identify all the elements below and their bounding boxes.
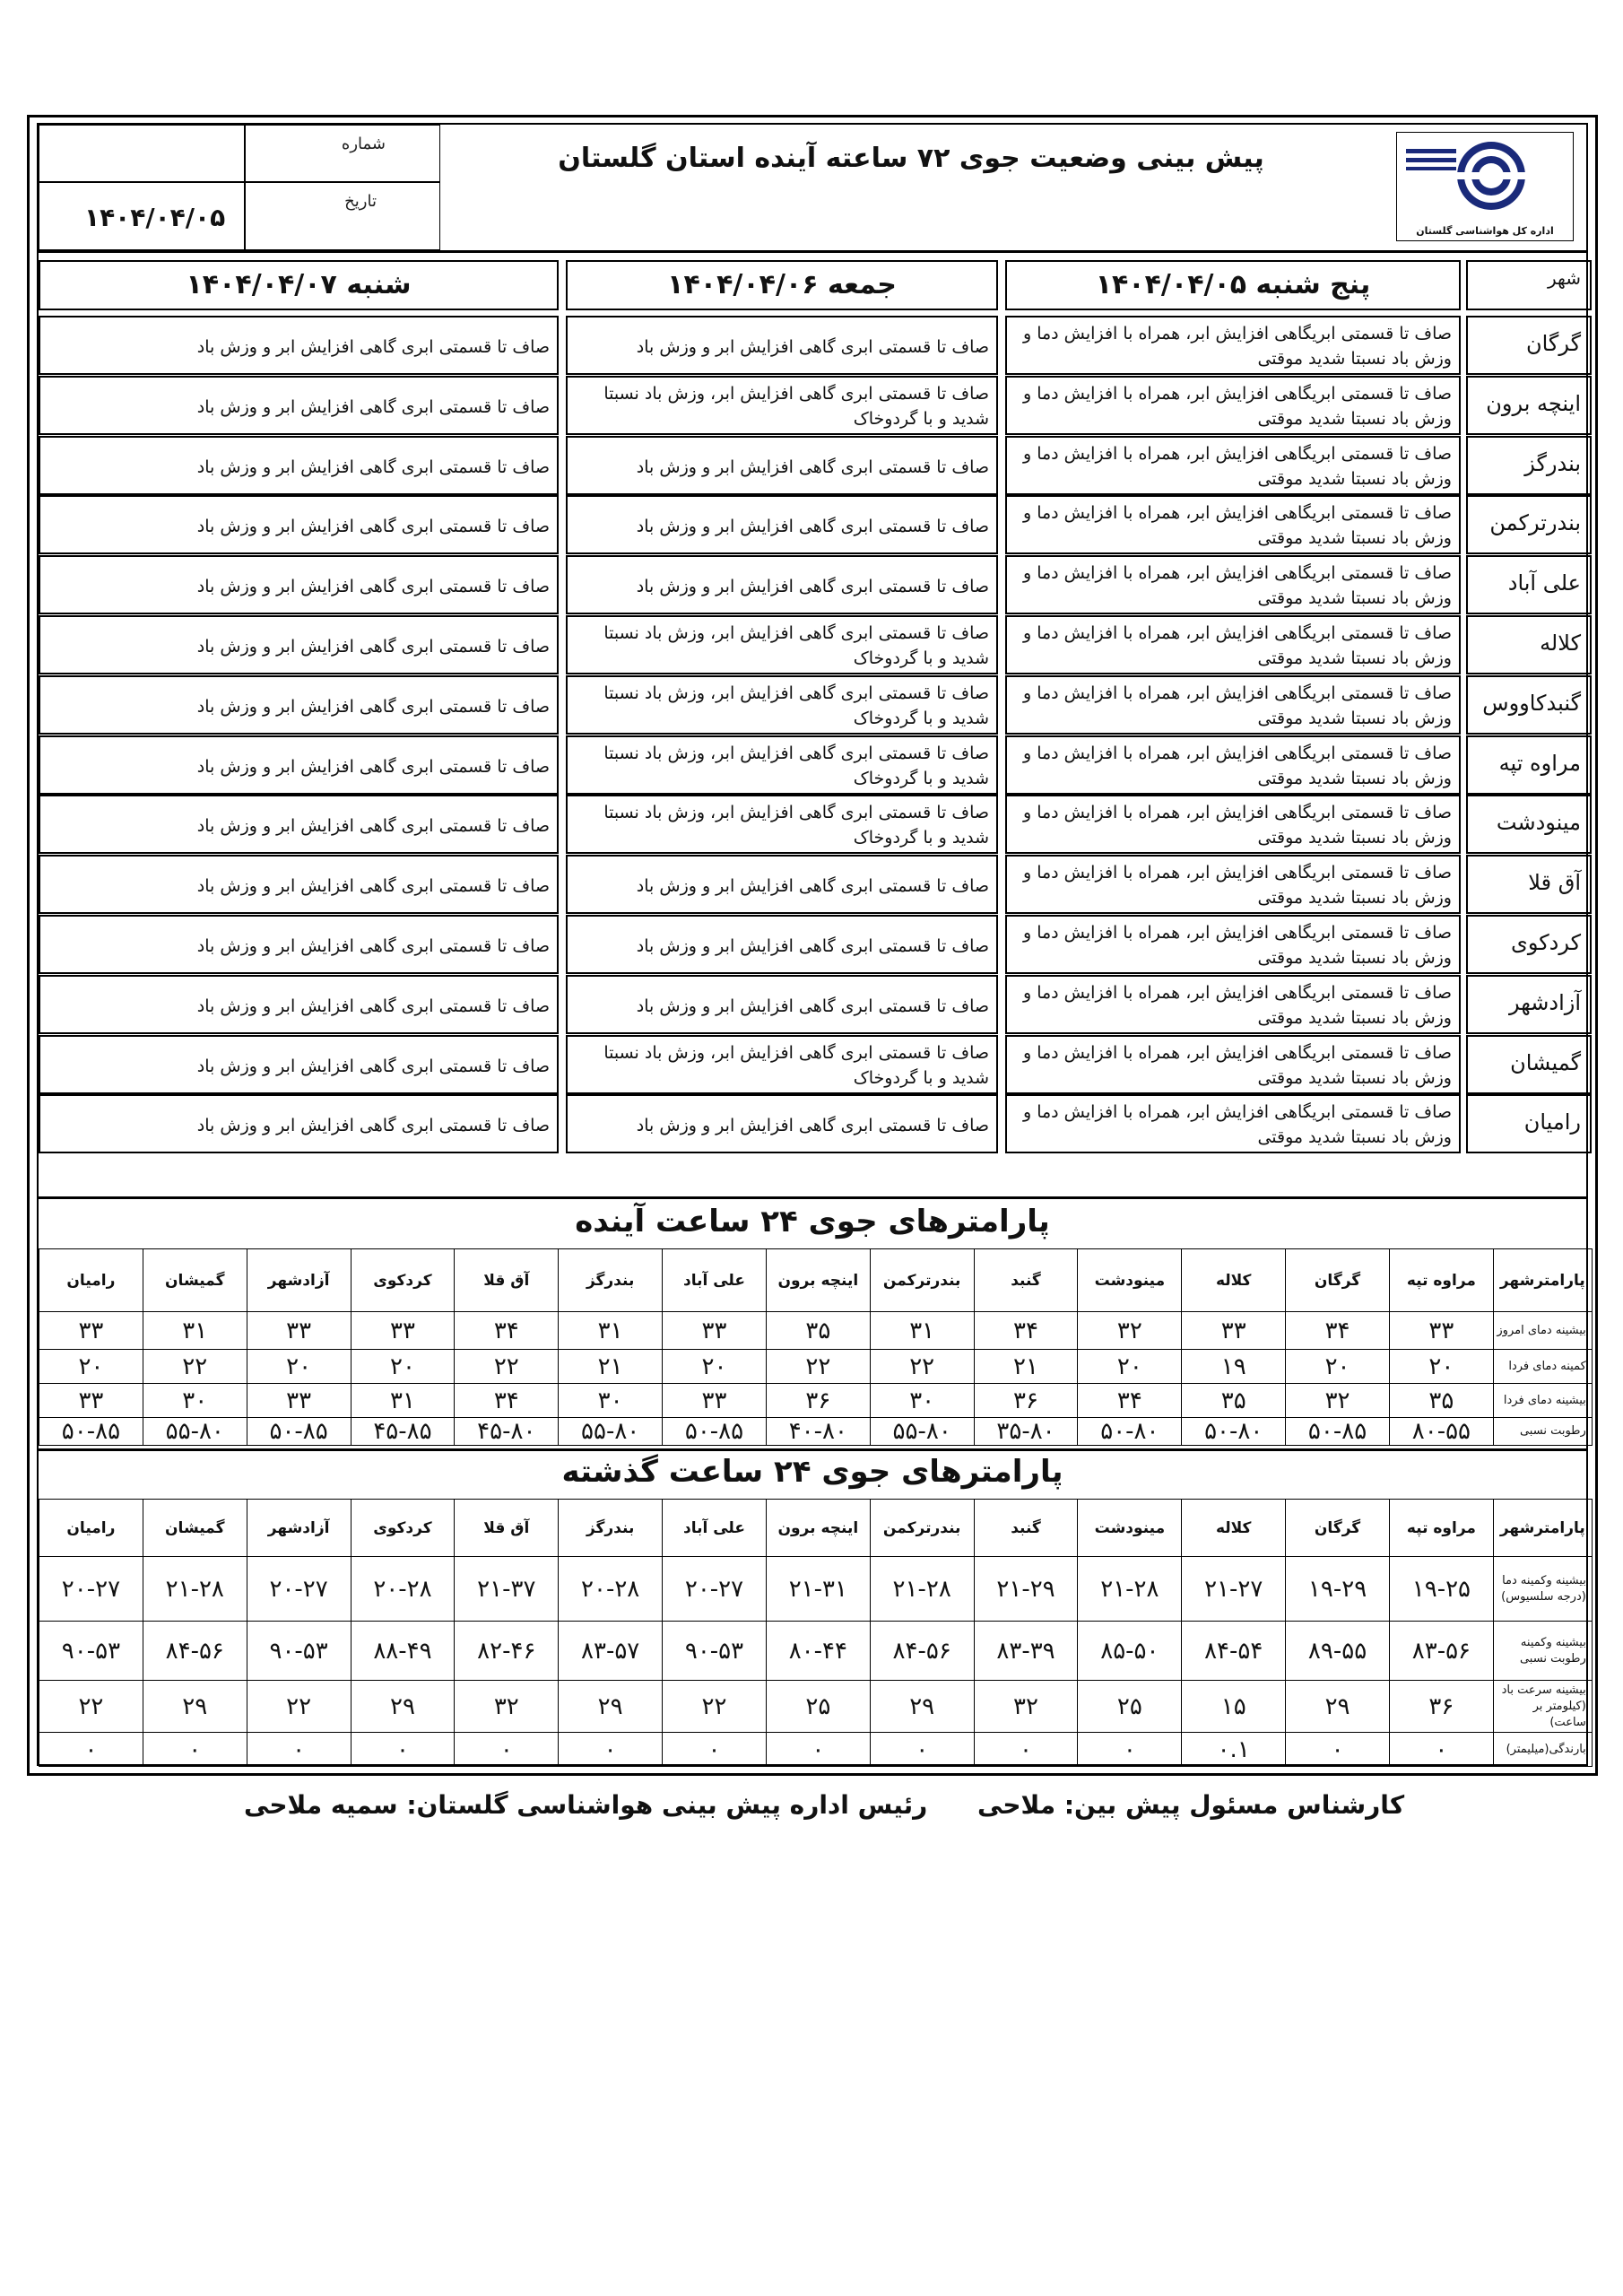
forecast-day2: صاف تا قسمتی ابری گاهی افزایش ابر، وزش باد نسبتا شدید و با گردوخاک: [566, 795, 998, 854]
param-city-header: آزادشهر: [247, 1249, 351, 1312]
param-value: ۱۹-۲۵: [1389, 1557, 1493, 1622]
param-value: ۳۶: [766, 1384, 870, 1418]
date-label: تاریخ: [344, 192, 377, 211]
forecast-day3: صاف تا قسمتی ابری گاهی افزایش ابر و وزش باد: [39, 555, 559, 614]
param-value: ۳۴: [1078, 1384, 1182, 1418]
param-value: ۱۹-۲۹: [1286, 1557, 1390, 1622]
forecast-row: [39, 675, 1586, 735]
param-row-label: بیشینه وکمینه دما (درجه سلسیوس): [1493, 1557, 1592, 1622]
param-value: ۴۰-۸۰: [766, 1418, 870, 1446]
day-header-2: جمعه ۱۴۰۴/۰۴/۰۶: [566, 260, 998, 310]
param-row-label: بیشینه دمای فردا: [1493, 1384, 1592, 1418]
param-value: ۹۰-۵۳: [247, 1622, 351, 1681]
param-value: ۲۰-۲۸: [351, 1557, 455, 1622]
param-value: ۳۲: [1286, 1384, 1390, 1418]
param-value: ۳۰: [143, 1384, 247, 1418]
forecast-day1: صاف تا قسمتی ابریگاهی افزایش ابر، همراه با افزایش دما و وزش باد نسبتا شدید موقتی: [1005, 316, 1461, 375]
forecast-day1: صاف تا قسمتی ابریگاهی افزایش ابر، همراه با افزایش دما و وزش باد نسبتا شدید موقتی: [1005, 1094, 1461, 1153]
department-head: رئیس اداره پیش بینی هواشناسی گلستان: سمیه ملاحی: [244, 1790, 928, 1820]
forecast-row: [39, 316, 1586, 375]
param-value: ۳۲: [974, 1681, 1078, 1733]
param-value: ۲۱-۲۹: [974, 1557, 1078, 1622]
param-city-header: گنبد: [974, 1249, 1078, 1312]
param-value: ۰: [455, 1733, 559, 1767]
param-value: ۲۹: [1286, 1681, 1390, 1733]
section-divider: [39, 1448, 1586, 1451]
param-value: ۲۰-۲۷: [663, 1557, 767, 1622]
forecast-day3: صاف تا قسمتی ابری گاهی افزایش ابر و وزش باد: [39, 975, 559, 1034]
param-value: ۲۵: [1078, 1681, 1182, 1733]
param-city-header: رامیان: [39, 1500, 143, 1557]
param-city-header: کردکوی: [351, 1249, 455, 1312]
param-value: ۵۵-۸۰: [559, 1418, 663, 1446]
forecast-day3: صاف تا قسمتی ابری گاهی افزایش ابر و وزش باد: [39, 735, 559, 795]
param-value: ۳۳: [39, 1312, 143, 1350]
param-value: ۲۲: [766, 1350, 870, 1384]
param-value: ۰: [351, 1733, 455, 1767]
forecast-day3: صاف تا قسمتی ابری گاهی افزایش ابر و وزش باد: [39, 855, 559, 914]
forecast-day1: صاف تا قسمتی ابریگاهی افزایش ابر، همراه با افزایش دما و وزش باد نسبتا شدید موقتی: [1005, 975, 1461, 1034]
param-value: ۳۵: [1182, 1384, 1286, 1418]
param-value: ۸۲-۴۶: [455, 1622, 559, 1681]
param-city-header: اینچه برون: [766, 1500, 870, 1557]
forecast-day3: صاف تا قسمتی ابری گاهی افزایش ابر و وزش باد: [39, 1094, 559, 1153]
param-value: ۸۴-۵۶: [143, 1622, 247, 1681]
param-value: ۳۲: [455, 1681, 559, 1733]
param-header-label: پارامترشهر: [1493, 1500, 1592, 1557]
forecast-row: [39, 735, 1586, 795]
param-value: ۳۵-۸۰: [974, 1418, 1078, 1446]
param-city-header: کلاله: [1182, 1249, 1286, 1312]
param-header-label: پارامترشهر: [1493, 1249, 1592, 1312]
param-value: ۳۴: [1286, 1312, 1390, 1350]
forecast-day1: صاف تا قسمتی ابریگاهی افزایش ابر، همراه با افزایش دما و وزش باد نسبتا شدید موقتی: [1005, 915, 1461, 974]
date-value-box: [39, 182, 245, 250]
forecast-expert: کارشناس مسئول پیش بین: ملاحی: [977, 1790, 1405, 1820]
param-value: ۸۵-۵۰: [1078, 1622, 1182, 1681]
param-city-header: اینچه برون: [766, 1249, 870, 1312]
city-name: بندرترکمن: [1466, 495, 1592, 554]
param-value: ۲۵: [766, 1681, 870, 1733]
param-value: ۸۰-۴۴: [766, 1622, 870, 1681]
param-city-header: مراوه تپه: [1389, 1500, 1493, 1557]
forecast-day2: صاف تا قسمتی ابری گاهی افزایش ابر و وزش باد: [566, 855, 998, 914]
param-city-header: کردکوی: [351, 1500, 455, 1557]
forecast-row: [39, 436, 1586, 495]
param-row-label: بیشینه سرعت باد (کیلومتر بر ساعت): [1493, 1681, 1592, 1733]
param-value: ۲۲: [39, 1681, 143, 1733]
param-value: ۱۹: [1182, 1350, 1286, 1384]
param-value: ۲۲: [143, 1350, 247, 1384]
forecast-day2: صاف تا قسمتی ابری گاهی افزایش ابر و وزش باد: [566, 495, 998, 554]
param-value: ۲۹: [870, 1681, 974, 1733]
forecast-row: [39, 795, 1586, 854]
city-name: اینچه برون: [1466, 376, 1592, 435]
param-value: ۲۹: [143, 1681, 247, 1733]
city-name: علی آباد: [1466, 555, 1592, 614]
forecast-day3: صاف تا قسمتی ابری گاهی افزایش ابر و وزش باد: [39, 495, 559, 554]
forecast-day1: صاف تا قسمتی ابریگاهی افزایش ابر، همراه با افزایش دما و وزش باد نسبتا شدید موقتی: [1005, 675, 1461, 735]
param-value: ۳۳: [247, 1312, 351, 1350]
next24-title: پارامترهای جوی ۲۴ ساعت آینده: [575, 1204, 1050, 1239]
param-city-header: رامیان: [39, 1249, 143, 1312]
param-value: ۳۴: [455, 1384, 559, 1418]
param-value: ۸۹-۵۵: [1286, 1622, 1390, 1681]
param-value: ۲۲: [455, 1350, 559, 1384]
param-value: ۳۲: [1078, 1312, 1182, 1350]
param-value: ۳۱: [351, 1384, 455, 1418]
param-value: ۳۳: [1389, 1312, 1493, 1350]
day-header-3: شنبه ۱۴۰۴/۰۴/۰۷: [39, 260, 559, 310]
forecast-row: [39, 1035, 1586, 1094]
param-value: ۳۳: [1182, 1312, 1286, 1350]
number-label: شماره: [341, 135, 386, 153]
param-value: ۵۰-۸۰: [1182, 1418, 1286, 1446]
organization-logo: [1396, 132, 1574, 241]
param-value: ۵۵-۸۰: [870, 1418, 974, 1446]
param-city-header: گرگان: [1286, 1500, 1390, 1557]
forecast-day2: صاف تا قسمتی ابری گاهی افزایش ابر و وزش باد: [566, 555, 998, 614]
param-value: ۲۰-۲۸: [559, 1557, 663, 1622]
param-value: ۲۱-۲۸: [870, 1557, 974, 1622]
number-value-box: [39, 125, 245, 182]
param-value: ۸۸-۴۹: [351, 1622, 455, 1681]
param-row-label: بیشینه دمای امروز: [1493, 1312, 1592, 1350]
param-value: ۲۲: [870, 1350, 974, 1384]
forecast-day2: صاف تا قسمتی ابری گاهی افزایش ابر، وزش باد نسبتا شدید و با گردوخاک: [566, 1035, 998, 1094]
city-column-header: شهر: [1466, 260, 1592, 310]
forecast-day1: صاف تا قسمتی ابریگاهی افزایش ابر، همراه با افزایش دما و وزش باد نسبتا شدید موقتی: [1005, 436, 1461, 495]
forecast-table: [39, 253, 1586, 1187]
param-city-header: علی آباد: [663, 1500, 767, 1557]
param-value: ۸۳-۵۷: [559, 1622, 663, 1681]
param-value: ۲۱-۲۸: [143, 1557, 247, 1622]
param-city-header: آق قلا: [455, 1249, 559, 1312]
param-value: ۲۱-۳۱: [766, 1557, 870, 1622]
forecast-day1: صاف تا قسمتی ابریگاهی افزایش ابر، همراه با افزایش دما و وزش باد نسبتا شدید موقتی: [1005, 495, 1461, 554]
param-value: ۰: [766, 1733, 870, 1767]
page-title: پیش بینی وضعیت جوی ۷۲ ساعته آینده استان گلستان: [558, 143, 1264, 174]
number-label-box: [245, 125, 440, 182]
past24-title: پارامترهای جوی ۲۴ ساعت گذشته: [561, 1454, 1063, 1490]
param-value: ۲۲: [663, 1681, 767, 1733]
city-name: کلاله: [1466, 615, 1592, 674]
forecast-day1: صاف تا قسمتی ابریگاهی افزایش ابر، همراه با افزایش دما و وزش باد نسبتا شدید موقتی: [1005, 795, 1461, 854]
param-value: ۰: [39, 1733, 143, 1767]
city-name: گرگان: [1466, 316, 1592, 375]
param-value: ۳۱: [870, 1312, 974, 1350]
param-value: ۳۴: [974, 1312, 1078, 1350]
section-divider: [39, 1196, 1586, 1199]
param-value: ۵۵-۸۰: [143, 1418, 247, 1446]
param-value: ۲۰-۲۷: [39, 1557, 143, 1622]
param-value: ۵۰-۸۰: [1078, 1418, 1182, 1446]
city-name: کردکوی: [1466, 915, 1592, 974]
city-name: گنبدکاووس: [1466, 675, 1592, 735]
sheet-inner-border: [37, 123, 1588, 1766]
param-value: ۳۳: [39, 1384, 143, 1418]
param-value: ۳۴: [455, 1312, 559, 1350]
date-label-box: [245, 182, 440, 250]
param-row-label: کمینه دمای فردا: [1493, 1350, 1592, 1384]
meteorology-logo-icon: [1397, 133, 1573, 222]
param-value: ۲۱: [559, 1350, 663, 1384]
forecast-day1: صاف تا قسمتی ابریگاهی افزایش ابر، همراه با افزایش دما و وزش باد نسبتا شدید موقتی: [1005, 376, 1461, 435]
param-city-header: بندرگز: [559, 1500, 663, 1557]
param-value: ۹۰-۵۳: [663, 1622, 767, 1681]
forecast-sheet: [27, 115, 1598, 1776]
param-city-header: مراوه تپه: [1389, 1249, 1493, 1312]
logo-caption: اداره کل هواشناسی گلستان: [1416, 225, 1554, 237]
param-city-header: بندرترکمن: [870, 1500, 974, 1557]
forecast-day1: صاف تا قسمتی ابریگاهی افزایش ابر، همراه با افزایش دما و وزش باد نسبتا شدید موقتی: [1005, 1035, 1461, 1094]
forecast-row: [39, 915, 1586, 974]
city-name: بندرگز: [1466, 436, 1592, 495]
param-value: ۳۰: [559, 1384, 663, 1418]
forecast-row: [39, 495, 1586, 554]
forecast-day3: صاف تا قسمتی ابری گاهی افزایش ابر و وزش باد: [39, 795, 559, 854]
param-value: ۳۳: [247, 1384, 351, 1418]
forecast-day2: صاف تا قسمتی ابری گاهی افزایش ابر، وزش باد نسبتا شدید و با گردوخاک: [566, 615, 998, 674]
param-city-header: علی آباد: [663, 1249, 767, 1312]
param-value: ۳۱: [559, 1312, 663, 1350]
forecast-row: [39, 615, 1586, 674]
param-value: ۲۰: [1389, 1350, 1493, 1384]
param-value: ۳۵: [766, 1312, 870, 1350]
param-value: ۰: [1078, 1733, 1182, 1767]
city-name: آزادشهر: [1466, 975, 1592, 1034]
param-row-label: بیشینه وکمینه رطوبت نسبی: [1493, 1622, 1592, 1681]
forecast-day2: صاف تا قسمتی ابری گاهی افزایش ابر، وزش باد نسبتا شدید و با گردوخاک: [566, 735, 998, 795]
param-value: ۹۰-۵۳: [39, 1622, 143, 1681]
param-value: ۰: [559, 1733, 663, 1767]
forecast-day3: صاف تا قسمتی ابری گاهی افزایش ابر و وزش باد: [39, 376, 559, 435]
forecast-row: [39, 1094, 1586, 1153]
city-name: گمیشان: [1466, 1035, 1592, 1094]
param-value: ۳۶: [1389, 1681, 1493, 1733]
param-value: ۳۶: [974, 1384, 1078, 1418]
param-value: ۰: [870, 1733, 974, 1767]
forecast-day2: صاف تا قسمتی ابری گاهی افزایش ابر و وزش باد: [566, 316, 998, 375]
param-value: ۵۰-۸۵: [663, 1418, 767, 1446]
param-value: ۲۱-۳۷: [455, 1557, 559, 1622]
param-value: ۸۴-۵۶: [870, 1622, 974, 1681]
param-value: ۴۵-۸۵: [351, 1418, 455, 1446]
param-value: ۲۰: [1078, 1350, 1182, 1384]
param-value: ۳۰: [870, 1384, 974, 1418]
forecast-day1: صاف تا قسمتی ابریگاهی افزایش ابر، همراه با افزایش دما و وزش باد نسبتا شدید موقتی: [1005, 735, 1461, 795]
param-value: ۲۰: [663, 1350, 767, 1384]
city-name: مراوه تپه: [1466, 735, 1592, 795]
forecast-row: [39, 855, 1586, 914]
param-city-header: بندرگز: [559, 1249, 663, 1312]
param-row-label: بارندگی(میلیمتر): [1493, 1733, 1592, 1767]
param-value: ۳۳: [663, 1384, 767, 1418]
param-value: ۰: [247, 1733, 351, 1767]
city-name: رامیان: [1466, 1094, 1592, 1153]
forecast-day3: صاف تا قسمتی ابری گاهی افزایش ابر و وزش باد: [39, 675, 559, 735]
param-value: ۲۹: [351, 1681, 455, 1733]
param-value: ۲۹: [559, 1681, 663, 1733]
param-value: ۳۵: [1389, 1384, 1493, 1418]
forecast-day2: صاف تا قسمتی ابری گاهی افزایش ابر و وزش باد: [566, 436, 998, 495]
param-value: ۲۲: [247, 1681, 351, 1733]
param-city-header: بندرترکمن: [870, 1249, 974, 1312]
param-value: ۵۰-۸۵: [39, 1418, 143, 1446]
forecast-day3: صاف تا قسمتی ابری گاهی افزایش ابر و وزش باد: [39, 436, 559, 495]
param-city-header: آق قلا: [455, 1500, 559, 1557]
param-city-header: مینودشت: [1078, 1249, 1182, 1312]
forecast-row: [39, 376, 1586, 435]
param-city-header: گمیشان: [143, 1500, 247, 1557]
forecast-day3: صاف تا قسمتی ابری گاهی افزایش ابر و وزش باد: [39, 615, 559, 674]
param-value: ۵۰-۸۵: [247, 1418, 351, 1446]
forecast-day2: صاف تا قسمتی ابری گاهی افزایش ابر، وزش باد نسبتا شدید و با گردوخاک: [566, 675, 998, 735]
forecast-day2: صاف تا قسمتی ابری گاهی افزایش ابر، وزش باد نسبتا شدید و با گردوخاک: [566, 376, 998, 435]
param-value: ۲۰: [351, 1350, 455, 1384]
param-value: ۴۵-۸۰: [455, 1418, 559, 1446]
param-value: ۳۱: [143, 1312, 247, 1350]
sheet-header: [39, 125, 1586, 253]
param-city-header: کلاله: [1182, 1500, 1286, 1557]
forecast-day3: صاف تا قسمتی ابری گاهی افزایش ابر و وزش باد: [39, 915, 559, 974]
param-value: ۸۳-۵۶: [1389, 1622, 1493, 1681]
param-value: ۱۵: [1182, 1681, 1286, 1733]
param-city-header: مینودشت: [1078, 1500, 1182, 1557]
param-value: ۰: [663, 1733, 767, 1767]
param-value: ۲۰: [247, 1350, 351, 1384]
param-value: ۰: [1389, 1733, 1493, 1767]
param-value: ۳۳: [663, 1312, 767, 1350]
past24-table: [39, 1499, 1593, 1767]
param-value: ۰: [1286, 1733, 1390, 1767]
param-value: ۸۳-۳۹: [974, 1622, 1078, 1681]
param-value: ۲۱-۲۸: [1078, 1557, 1182, 1622]
forecast-row: [39, 975, 1586, 1034]
forecast-day3: صاف تا قسمتی ابری گاهی افزایش ابر و وزش باد: [39, 316, 559, 375]
forecast-row: [39, 555, 1586, 614]
forecast-day2: صاف تا قسمتی ابری گاهی افزایش ابر و وزش باد: [566, 1094, 998, 1153]
param-value: ۲۰: [1286, 1350, 1390, 1384]
city-name: مینودشت: [1466, 795, 1592, 854]
param-value: ۰: [143, 1733, 247, 1767]
forecast-day1: صاف تا قسمتی ابریگاهی افزایش ابر، همراه با افزایش دما و وزش باد نسبتا شدید موقتی: [1005, 855, 1461, 914]
param-value: ۳۳: [351, 1312, 455, 1350]
forecast-day3: صاف تا قسمتی ابری گاهی افزایش ابر و وزش باد: [39, 1035, 559, 1094]
city-name: آق قلا: [1466, 855, 1592, 914]
param-value: ۰.۱: [1182, 1733, 1286, 1767]
param-city-header: آزادشهر: [247, 1500, 351, 1557]
forecast-day1: صاف تا قسمتی ابریگاهی افزایش ابر، همراه با افزایش دما و وزش باد نسبتا شدید موقتی: [1005, 615, 1461, 674]
param-city-header: گنبد: [974, 1500, 1078, 1557]
next24-table: [39, 1248, 1593, 1446]
forecast-day1: صاف تا قسمتی ابریگاهی افزایش ابر، همراه با افزایش دما و وزش باد نسبتا شدید موقتی: [1005, 555, 1461, 614]
param-city-header: گرگان: [1286, 1249, 1390, 1312]
param-value: ۸۰-۵۵: [1389, 1418, 1493, 1446]
param-value: ۲۰-۲۷: [247, 1557, 351, 1622]
param-value: ۲۱-۲۷: [1182, 1557, 1286, 1622]
param-city-header: گمیشان: [143, 1249, 247, 1312]
param-value: ۰: [974, 1733, 1078, 1767]
forecast-day2: صاف تا قسمتی ابری گاهی افزایش ابر و وزش باد: [566, 915, 998, 974]
forecast-day2: صاف تا قسمتی ابری گاهی افزایش ابر و وزش باد: [566, 975, 998, 1034]
param-value: ۲۱: [974, 1350, 1078, 1384]
header-date: ۱۴۰۴/۰۴/۰۵: [84, 203, 226, 232]
param-row-label: رطوبت نسبی: [1493, 1418, 1592, 1446]
day-header-1: پنج شنبه ۱۴۰۴/۰۴/۰۵: [1005, 260, 1461, 310]
param-value: ۵۰-۸۵: [1286, 1418, 1390, 1446]
param-value: ۸۴-۵۴: [1182, 1622, 1286, 1681]
param-value: ۲۰: [39, 1350, 143, 1384]
